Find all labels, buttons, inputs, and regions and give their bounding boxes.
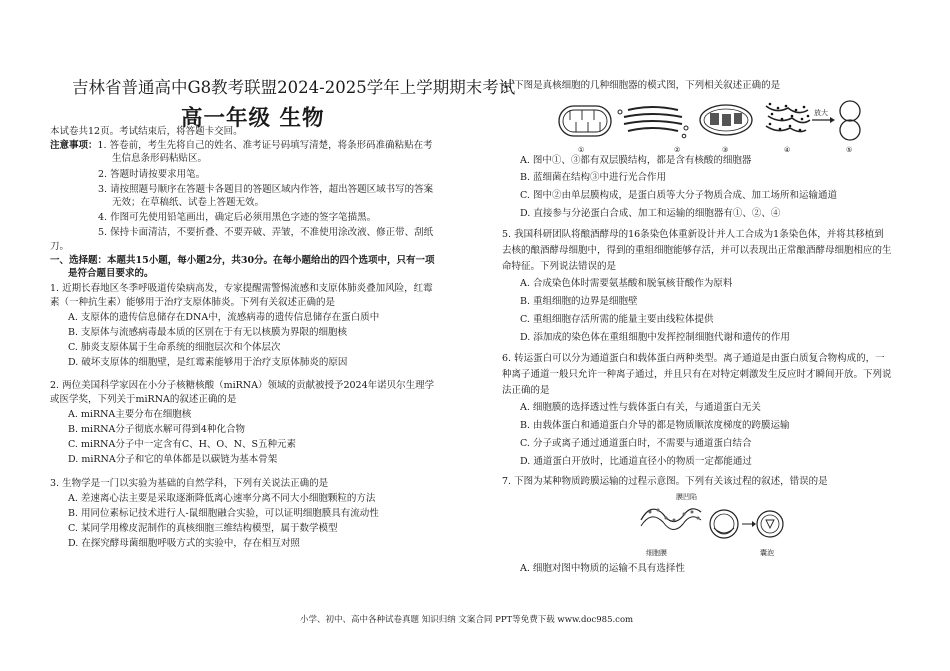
- right-text-line: 命特征。下列说法错误的是: [502, 261, 617, 272]
- figure4-label-4: ④: [784, 146, 791, 154]
- left-text-line: C. 肺炎支原体属于生命系统的细胞层次和个体层次: [68, 342, 281, 353]
- page-footer: 小学、初中、高中各种试卷真题 知识归纳 文案合同 PPT等免费下载 www.doc985.com: [300, 615, 634, 625]
- left-text-line: A. 支原体的遗传信息储存在DNA中，流感病毒的遗传信息储存在蛋白质中: [68, 312, 380, 323]
- figure4-label-3: ③: [722, 146, 729, 154]
- right-text-line: B. 蓝细菌在结构③中进行光合作用: [520, 172, 667, 183]
- left-text-line: 或医学奖，下列关于miRNA的叙述正确的是: [50, 394, 237, 405]
- figure4-label-5: ⑤: [846, 146, 853, 154]
- left-text-line: B. miRNA分子彻底水解可得到4种化合物: [68, 424, 245, 435]
- chloroplast-icon: [700, 105, 752, 135]
- right-text-line: 4. 下图是真核细胞的几种细胞器的模式图，下列相关叙述正确的是: [502, 80, 781, 91]
- left-text-line: 注意事项：1. 答卷前，考生先将自己的姓名、准考证号码填写清楚，将条形码准确粘贴在考: [50, 140, 433, 151]
- left-text-line: 2. 答题时请按要求用笔。: [98, 169, 206, 180]
- left-text-line: B. 支原体与流感病毒最本质的区别在于有无以核膜为界限的细胞核: [68, 327, 348, 338]
- right-text-line: D. 直接参与分泌蛋白合成、加工和运输的细胞器有①、②、④: [520, 208, 781, 219]
- left-text-line: 无效；在草稿纸、试卷上答题无效。: [112, 197, 265, 208]
- centriole-icon: [840, 101, 860, 140]
- right-text-line: 7. 下图为某种物质跨膜运输的过程示意图。下列有关该过程的叙述，错误的是: [502, 476, 828, 487]
- left-text-line: 5. 保持卡面清洁，不要折叠、不要弄破、弄皱，不准使用涂改液、修正带、刮纸: [98, 227, 434, 238]
- left-text-line: 4. 作图可先使用铅笔画出，确定后必须用黑色字迹的签字笔描黑。: [98, 212, 377, 223]
- right-text-line: C. 分子或离子通过通道蛋白时，不需要与通道蛋白结合: [520, 438, 752, 449]
- left-text-line: 是符合题目要求的。: [68, 268, 154, 279]
- organelle-figure: [556, 100, 876, 158]
- right-text-line: 5. 我国科研团队将酿酒酵母的16条染色体重新设计并人工合成为1条染色体，并将其移植到: [502, 229, 884, 240]
- left-text-line: C. 某同学用橡皮泥制作的真核细胞三维结构模型，属于数学模型: [68, 523, 338, 534]
- left-text-line: 一、选择题：本题共15小题，每小题2分，共30分。在每小题给出的四个选项中，只有一项: [50, 255, 435, 266]
- left-text-line: 2. 两位美国科学家因在小分子核糖核酸（miRNA）领域的贡献被授予2024年诺贝尔生理学: [50, 380, 435, 391]
- figure4-enlarge-label: 放大: [814, 109, 828, 117]
- left-text-line: 素（一种抗生素）能够用于治疗支原体肺炎。下列有关叙述正确的是: [50, 297, 336, 308]
- rough-er-icon: [766, 103, 810, 132]
- mitochondrion-icon: [559, 106, 611, 136]
- right-text-line: C. 重组细胞存活所需的能量主要由线粒体提供: [520, 314, 714, 325]
- right-text-line: 去核的酿酒酵母细胞中，得到的重组细胞能够存活，并可以表现出正常酿酒酵母细胞相应的生: [502, 245, 892, 256]
- right-text-line: A. 图中①、③都有双层膜结构，都是含有核酸的细胞器: [520, 155, 752, 166]
- right-text-line: A. 合成染色体时需要氨基酸和脱氧核苷酸作为原料: [520, 278, 733, 289]
- left-text-line: B. 用同位素标记技术进行人-鼠细胞融合实验，可以证明细胞膜具有流动性: [68, 508, 379, 519]
- left-text-line: 1. 近期长春地区冬季呼吸道传染病高发，专家提醒需警惕流感和支原体肺炎叠加风险，红霉: [50, 283, 433, 294]
- right-text-line: A. 细胞膜的选择透过性与载体蛋白有关，与通道蛋白无关: [520, 402, 761, 413]
- left-text-line: 3. 请按照题号顺序在答题卡各题目的答题区域内作答，超出答题区域书写的答案: [98, 184, 434, 195]
- left-text-line: C. miRNA分子中一定含有C、H、O、N、S五种元素: [68, 439, 297, 450]
- left-text-line: 本试卷共12页。考试结束后，将答题卡交回。: [50, 126, 243, 137]
- left-text-line: A. miRNA主要分布在细胞核: [68, 409, 192, 420]
- right-text-line: B. 重组细胞的边界是细胞壁: [520, 296, 638, 307]
- figure7-label-membrane: 细胞膜: [646, 549, 667, 557]
- endocytosis-figure: [636, 490, 786, 556]
- right-text-line: D. 通道蛋白开放时，比通道直径小的物质一定都能通过: [520, 456, 752, 467]
- golgi-icon: [618, 107, 688, 138]
- figure7-label-vesicle: 囊泡: [760, 549, 774, 557]
- exam-title: 吉林省普通高中G8教考联盟2024-2025学年上学期期末考试: [72, 78, 516, 97]
- right-text-line: 种离子通道一般只允许一种离子通过，并且只有在对特定刺激发生反应时才瞬间开放。下列说: [502, 369, 892, 380]
- left-text-line: A. 差速离心法主要是采取逐渐降低离心速率分离不同大小细胞颗粒的方法: [68, 493, 376, 504]
- left-text-line: 生信息条形码粘贴区。: [112, 153, 208, 164]
- right-text-line: B. 由载体蛋白和通道蛋白介导的都是物质顺浓度梯度的跨膜运输: [520, 420, 790, 431]
- left-text-line: D. 破坏支原体的细胞壁，是红霉素能够用于治疗支原体肺炎的原因: [68, 357, 348, 368]
- right-text-line: A. 细胞对图中物质的运输不具有选择性: [520, 563, 685, 574]
- right-text-line: C. 图中②由单层膜构成，是蛋白质等大分子物质合成、加工场所和运输通道: [520, 190, 837, 201]
- figure4-label-2: ②: [674, 146, 681, 154]
- exam-subtitle: 高一年级 生物: [181, 106, 325, 131]
- left-text-line: 刀。: [50, 241, 70, 252]
- right-text-line: D. 添加成的染色体在重组细胞中发挥控制细胞代谢和遗传的作用: [520, 332, 790, 343]
- left-text-line: D. miRNA分子和它的单体都是以碳链为基本骨架: [68, 454, 278, 465]
- left-text-line: 3. 生物学是一门以实验为基础的自然学科，下列有关说法正确的是: [50, 478, 329, 489]
- right-text-line: 法正确的是: [502, 385, 550, 396]
- left-text-line: D. 在探究酵母菌细胞呼吸方式的实验中，存在相互对照: [68, 538, 300, 549]
- figure4-label-1: ①: [578, 146, 585, 154]
- figure7-label-pit: 膜凹陷: [676, 493, 697, 501]
- right-text-line: 6. 转运蛋白可以分为通道蛋白和载体蛋白两种类型。离子通道是由蛋白质复合物构成的，一: [502, 353, 885, 364]
